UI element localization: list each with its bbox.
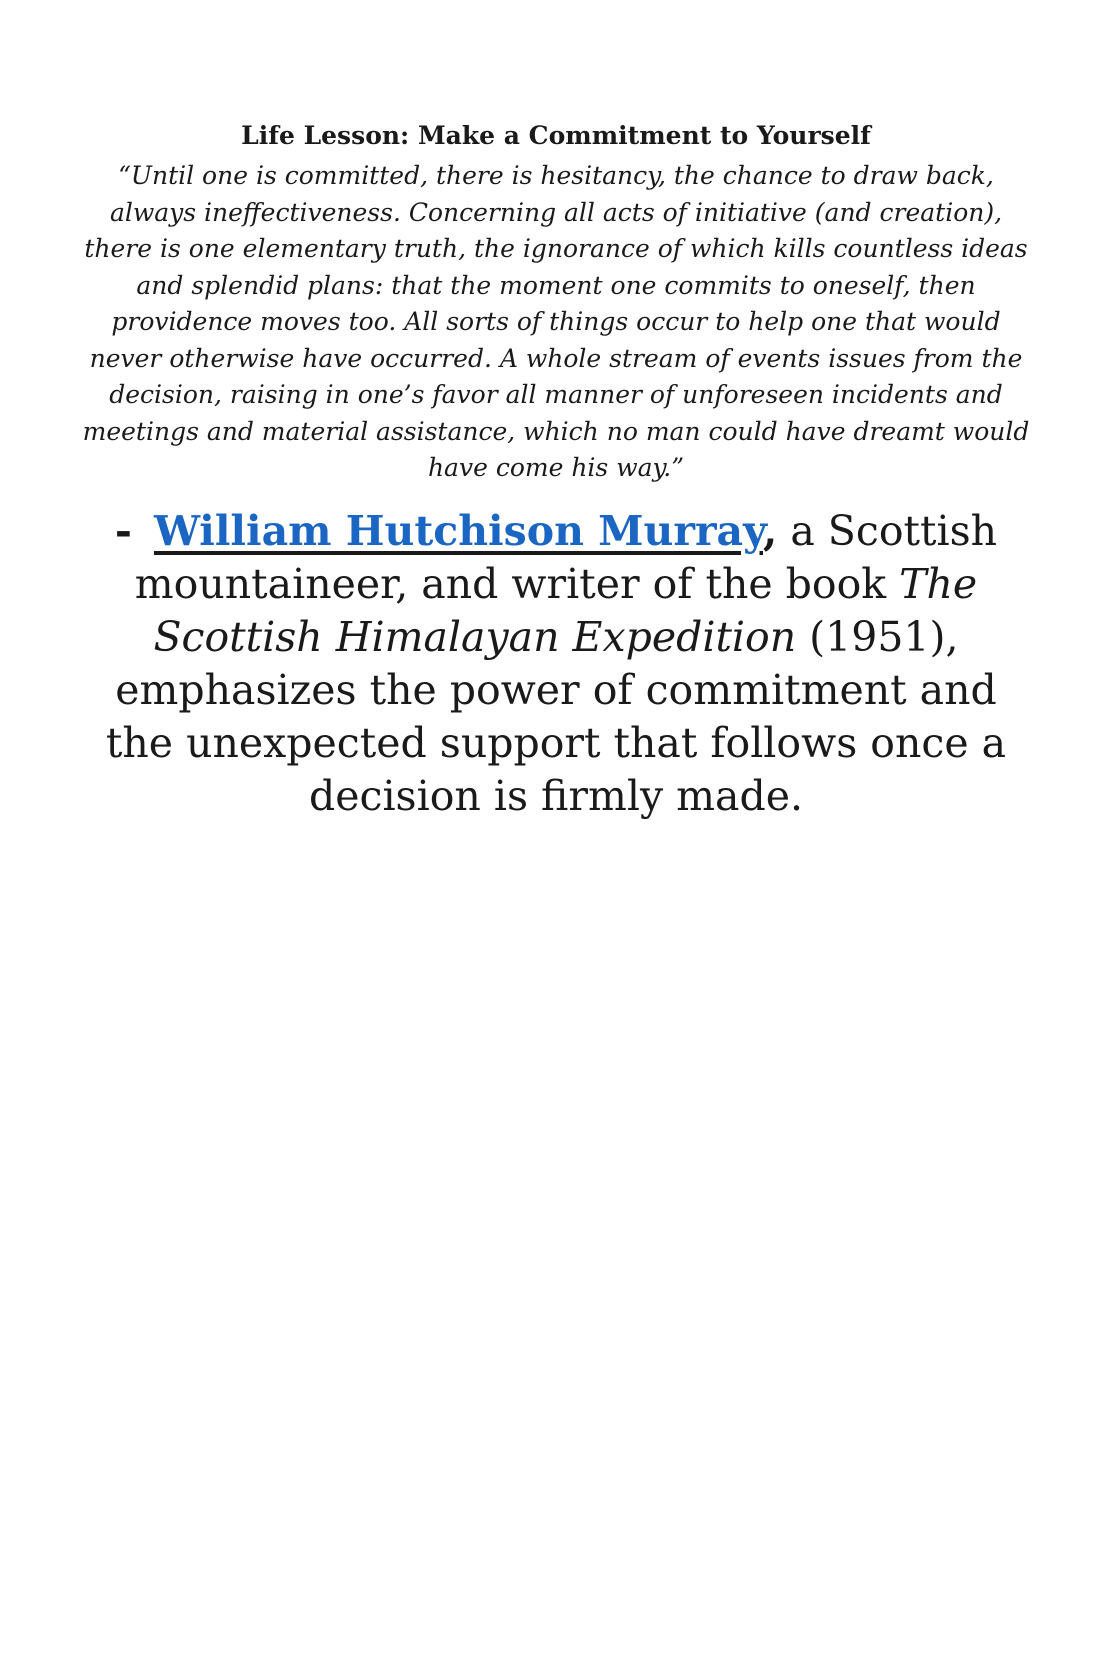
attribution-comma: ,: [763, 506, 778, 555]
attribution: [76, 505, 1036, 823]
page-title: Life Lesson: Make a Commitment to Yourself: [241, 121, 871, 150]
attribution-dash: -: [114, 506, 132, 555]
attribution-text-before-book: a Scottish mountaineer, and writer of the book: [134, 506, 998, 608]
author-link[interactable]: William Hutchison Murray: [153, 506, 764, 555]
book-title: The Scottish Himalayan Expedition: [153, 559, 978, 661]
attribution-text-after-book: (1951), emphasizes the power of commitment and the unexpected support that follows once a decision is firmly made.: [105, 612, 1007, 820]
quote-text: “Until one is committed, there is hesitancy, the chance to draw back, always ineffectiveness. Concerning all acts of initiative (and creation), there is one elementary truth, the ignorance of which kills countless ideas and splendid plans: that the moment one commits to oneself, then providence moves too. All sorts of things occur to help one that would never otherwise have occurred. A whole stream of events issues from the decision, raising in one’s favor all manner of unforeseen incidents and meetings and material assistance, which no man could have dreamt would have come his way.”: [82, 161, 1030, 482]
